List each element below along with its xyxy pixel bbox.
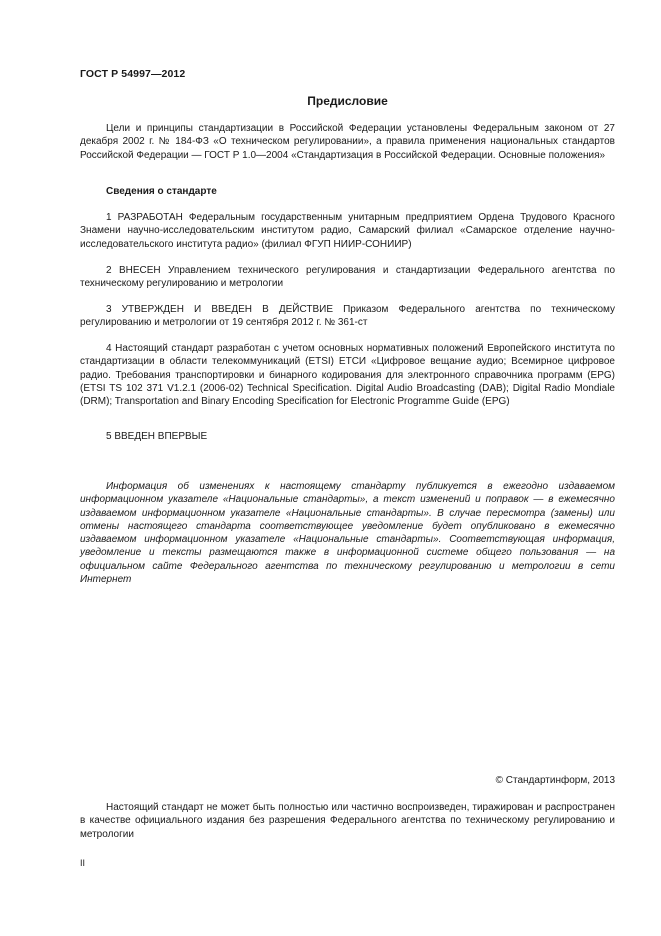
item-3-block xyxy=(80,303,615,330)
page-number: II xyxy=(80,858,86,868)
item-1-paragraph: 1 РАЗРАБОТАН Федеральным государственным унитарным предприятием Ордена Трудового Красного Знамени научно-исследовательским институтом радио, Самарский филиал «Самарское отделение научно-исследовательского института радио» (филиал ФГУП НИИР-СОНИИР) xyxy=(80,212,615,250)
intro-block xyxy=(80,122,615,162)
item-5-block xyxy=(80,430,615,443)
rights-block xyxy=(80,801,615,841)
notice-paragraph: Информация об изменениях к настоящему стандарту публикуется в ежегодно издаваемом информационном указателе «Национальные стандарты», а текст изменений и поправок — в ежемесячно издаваемом информационном указателе «Национальные стандарты». В случае пересмотра (замены) или отмены настоящего стандарта соответствующее уведомление будет опубликовано в ежемесячно издаваемом информационном указателе «Национальные стандарты». Соответствующая информация, уведомление и тексты размещаются также в информационной системе общего пользования — на официальном сайте Федерального агентства по техническому регулированию и метрологии в сети Интернет xyxy=(80,481,615,586)
page-title: Предисловие xyxy=(307,94,388,108)
item-4-paragraph: 4 Настоящий стандарт разработан с учетом основных нормативных положений Европейского института по стандартизации в области телекоммуникаций (ETSI) ЕТСИ «Цифровое вещание аудио; Всемирное цифровое радио. Требования транспортировки и бинарного кодирования для электронного справочника программ (EPG) (ETSI TS 102 371 V1.2.1 (2006-02) Technical Specification. Digital Audio Broadcasting (DAB); Digital Radio Mondiale (DRM); Transportation and Binary Encoding Specification for Electronic Programme Guide (EPG) xyxy=(80,343,615,408)
notice-block xyxy=(80,480,615,586)
item-4-block xyxy=(80,342,615,408)
copyright-line: © Стандартинформ, 2013 xyxy=(495,775,615,786)
item-2-paragraph: 2 ВНЕСЕН Управлением технического регулирования и стандартизации Федерального агентства по техническому регулированию и метрологии xyxy=(80,265,615,290)
document-number: ГОСТ Р 54997—2012 xyxy=(80,68,186,80)
item-1-block xyxy=(80,211,615,251)
item-2-block xyxy=(80,264,615,291)
section-heading: Сведения о стандарте xyxy=(106,186,217,197)
item-5-paragraph: 5 ВВЕДЕН ВПЕРВЫЕ xyxy=(106,431,208,442)
intro-paragraph: Цели и принципы стандартизации в Российской Федерации установлены Федеральным законом от 27 декабря 2002 г. № 184-ФЗ «О техническом регулировании», а правила применения национальных стандартов Российской Федерации — ГОСТ Р 1.0—2004 «Стандартизация в Российской Федерации. Основные положения» xyxy=(80,123,615,161)
item-3-paragraph: 3 УТВЕРЖДЕН И ВВЕДЕН В ДЕЙСТВИЕ Приказом Федерального агентства по техническому регулированию и метрологии от 19 сентября 2012 г. № 361-ст xyxy=(80,304,615,329)
rights-paragraph: Настоящий стандарт не может быть полностью или частично воспроизведен, тиражирован и распространен в качестве официального издания без разрешения Федерального агентства по техническому регулированию и метрологии xyxy=(80,802,615,840)
